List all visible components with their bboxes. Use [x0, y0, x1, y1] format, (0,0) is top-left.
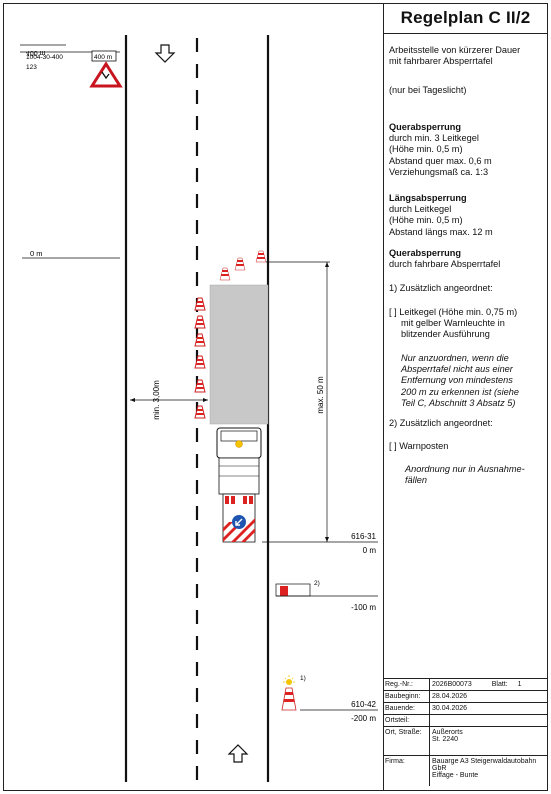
end-label: Bauende: [383, 703, 430, 715]
note-line: Anordnung nur in Ausnahme- [405, 464, 525, 474]
road-cell [430, 727, 549, 756]
warning-light-icon [236, 441, 243, 448]
section-line: (Höhe min. 0,5 m) [389, 144, 463, 155]
cone-icon [195, 316, 205, 328]
start-value: 28.04.2026 [430, 691, 549, 703]
work-area [210, 285, 268, 424]
section-line: Verziehungsmaß ca. 1:3 [389, 166, 489, 177]
sheet-value: 1 [517, 681, 522, 688]
note-line: 200 m zu erkennen ist (siehe [401, 386, 519, 397]
road-label: Ort, Straße: [383, 727, 430, 756]
sign-distance-mirror-1: 400 m [26, 49, 46, 56]
company-value: Bauarge A3 Steigerwaldautobahn GbR [432, 758, 537, 772]
arrow-down-icon [156, 45, 174, 62]
width-label: min. 3,00m [152, 380, 161, 420]
end-value: 30.04.2026 [430, 703, 549, 715]
panel-divider [383, 3, 384, 791]
reg-label: Reg.-Nr.: [383, 679, 430, 691]
table-row [383, 727, 548, 756]
extra1-note [401, 353, 543, 409]
district-label: Ortsteil: [383, 715, 430, 727]
subtitle-line: Arbeitsstelle von kürzerer Dauer [389, 45, 521, 55]
arrow-up-icon [229, 745, 247, 762]
extra2-note [405, 464, 543, 486]
company-value: Eiffage - Bunte [432, 772, 479, 779]
start-label: Baubeginn: [383, 691, 430, 703]
reg-value: 2026B00073 [432, 681, 472, 688]
company-label: Firma: [383, 756, 430, 787]
section-heading: Längsabsperrung [389, 193, 467, 203]
district-value [430, 715, 549, 727]
table-row [383, 715, 548, 727]
sign-610-42-label: 610-42 [351, 700, 376, 709]
section-quer2 [389, 248, 543, 270]
section-line: (Höhe min. 0,5 m) [389, 215, 463, 226]
reg-cell [430, 679, 549, 691]
section-line: durch Leitkegel [389, 204, 452, 215]
footnote-1-marker: 1) [300, 675, 306, 682]
subtitle-block [389, 45, 543, 67]
road-value: Außerorts [432, 729, 463, 736]
section-line: Abstand quer max. 0,6 m [389, 155, 492, 166]
company-cell [430, 756, 549, 787]
subtitle-line: mit fahrbarer Absperrtafel [389, 56, 493, 67]
extra1-item [389, 307, 543, 341]
note-line: fällen [405, 475, 427, 486]
section-laengs [389, 193, 543, 238]
zero-mark-label: 0 m [30, 249, 43, 258]
extra2-item: [ ] Warnposten [389, 441, 449, 451]
extra2-heading: 2) Zusätzlich angeordnet: [389, 418, 493, 428]
item-line: [ ] Leitkegel (Höhe min. 0,75 m) [389, 307, 518, 317]
footnote-2-marker: 2) [314, 580, 320, 587]
page-title: Regelplan C II/2 [400, 8, 531, 27]
note-line: Entfernung von mindestens [401, 375, 513, 386]
cone-icon [256, 251, 266, 262]
item-line: mit gelber Warnleuchte in [401, 318, 505, 329]
roadworks-sign-icon [92, 64, 120, 86]
dist-200-label: -200 m [351, 714, 376, 723]
section-line: durch min. 3 Leitkegel [389, 133, 479, 144]
sign-distance-mirror-2: 1004-30-400 [26, 54, 63, 61]
note-line: Nur anzuordnen, wenn die [401, 353, 509, 363]
section-quer1 [389, 122, 543, 178]
section-heading: Querabsperrung [389, 122, 461, 132]
barrier-vehicle [217, 428, 261, 542]
info-table [383, 678, 548, 786]
warning-post-flag [276, 584, 378, 596]
table-row [383, 756, 548, 787]
extra1-heading: 1) Zusätzlich angeordnet: [389, 283, 493, 293]
length-label: max. 50 m [316, 376, 325, 414]
sign-distance-plate: 400 m [94, 54, 113, 61]
dist-0-label: 0 m [362, 546, 376, 555]
item-line: blitzender Ausführung [401, 329, 490, 340]
daylight-note: (nur bei Tageslicht) [389, 85, 467, 95]
table-row [383, 679, 548, 691]
table-row [383, 691, 548, 703]
flashing-cone-icon [282, 675, 296, 710]
sheet-label: Blatt: [491, 681, 508, 688]
note-line: Teil C, Abschnitt 3 Absatz 5) [401, 397, 516, 408]
warning-sign-group [20, 45, 120, 86]
table-row [383, 703, 548, 715]
sign-616-31-label: 616-31 [351, 532, 376, 541]
section-heading: Querabsperrung [389, 248, 461, 258]
section-line: durch fahrbare Absperrtafel [389, 259, 501, 270]
note-line: Absperrtafel nicht aus einer [401, 364, 513, 375]
sign-distance-mirror-3: 123 [26, 64, 37, 71]
road-value: St. 2240 [432, 736, 459, 743]
section-line: Abstand längs max. 12 m [389, 226, 493, 237]
dist-100-label: -100 m [351, 603, 376, 612]
title-box [383, 3, 548, 34]
width-dimension [130, 398, 208, 402]
